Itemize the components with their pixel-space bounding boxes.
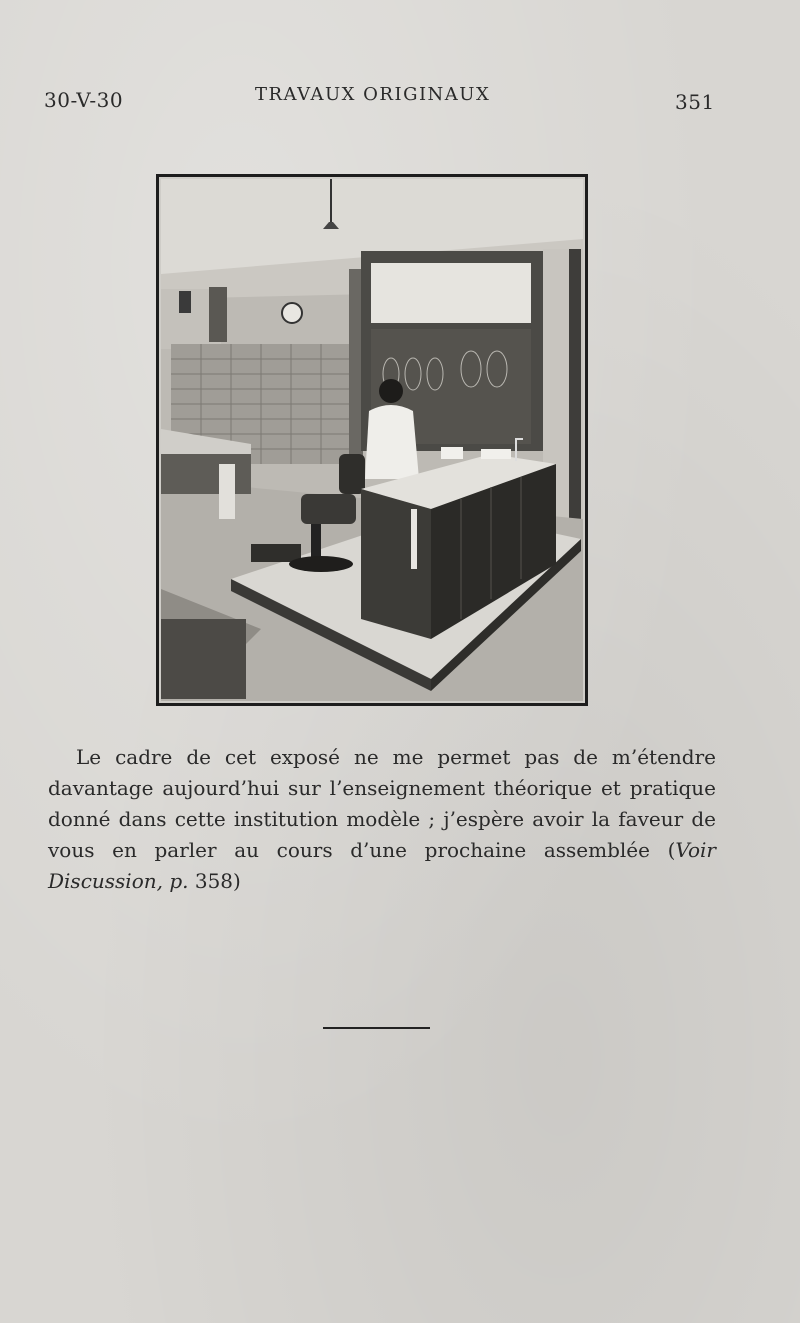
body-paragraph [48,742,716,897]
reference-italic: Voir Discussion, p. [48,838,716,893]
reference-page: 358) [188,869,241,893]
paragraph-main-text: Le cadre de cet exposé ne me permet pas de m’étendre davantage aujourd’hui sur l’enseignement théorique et pratique donné dans cette institution modèle ; j’espère avoir la faveur de vous en parler au cours d’une prochaine assemblée ( [48,745,716,862]
header-title: TRAVAUX ORIGINAUX [255,84,491,105]
page-number: 351 [675,90,715,114]
photo-figure [156,174,588,706]
header-date: 30-V-30 [44,88,124,112]
section-end-rule [323,1027,430,1029]
dental-lab-photo [161,179,583,701]
